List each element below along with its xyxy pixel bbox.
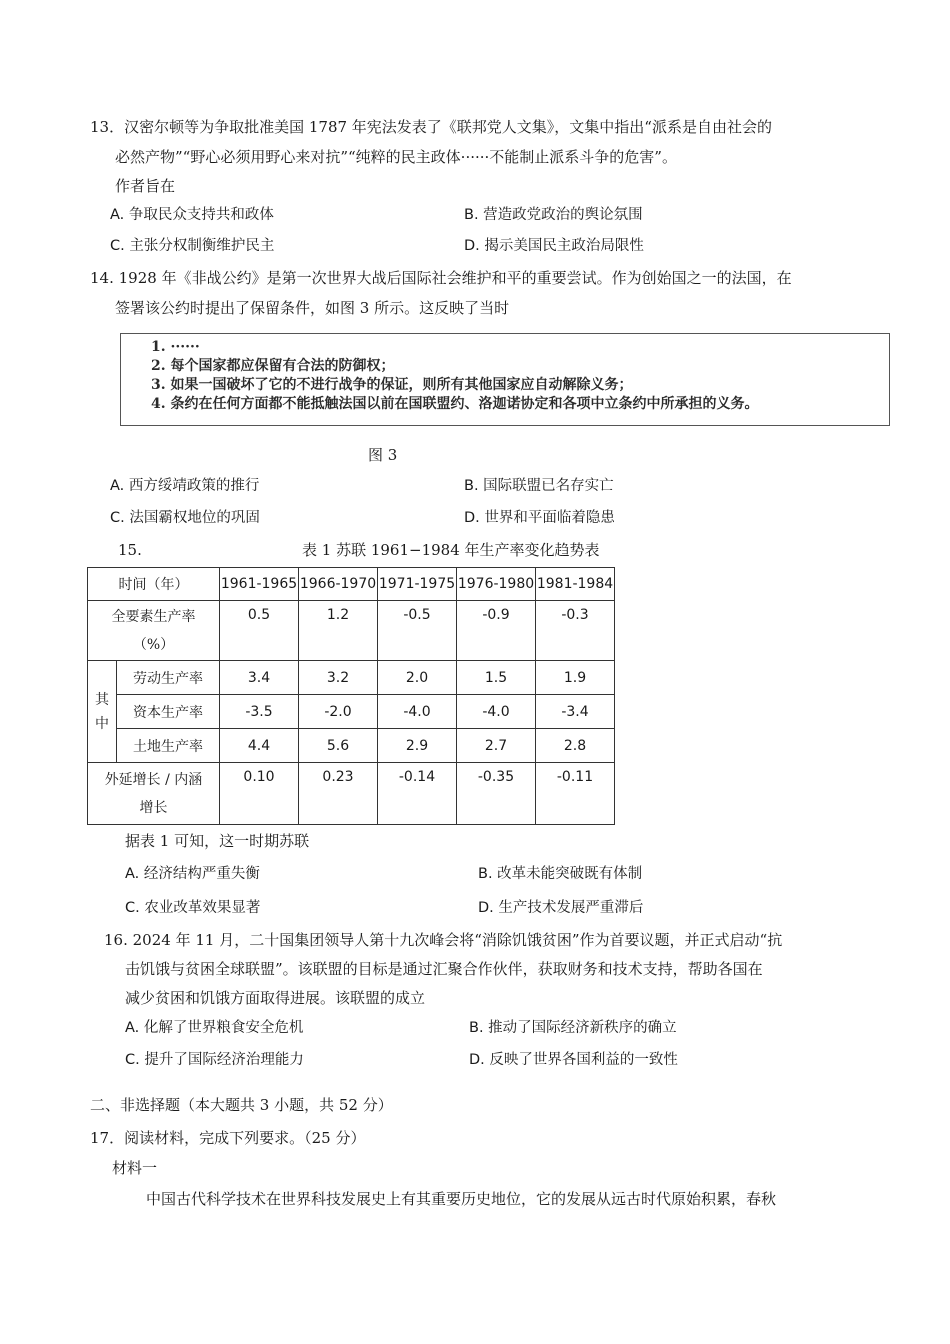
row-label-ratio-line2: 增长 — [139, 799, 168, 816]
table-cell: -2.0 — [299, 695, 378, 729]
row-label-tfp-line1: 全要素生产率 — [111, 608, 196, 625]
q14-figure-item-1: 1. ······ — [151, 339, 200, 355]
q15-productivity-table — [87, 567, 615, 825]
table-cell: -3.5 — [220, 695, 299, 729]
table-cell: -3.4 — [536, 695, 615, 729]
table-cell: -0.14 — [378, 763, 457, 825]
q14-figure-item-3: 3. 如果一国破坏了它的不进行战争的保证，则所有其他国家应自动解除义务； — [151, 377, 633, 393]
row-label-ratio-line1: 外延增长 / 内涵 — [104, 771, 203, 788]
q14-stem-line2: 签署该公约时提出了保留条件，如图 3 所示。这反映了当时 — [115, 299, 510, 317]
table-cell: -4.0 — [457, 695, 536, 729]
row-label-capital: 资本生产率 — [117, 695, 220, 729]
table-header-cell: 1981-1984 — [536, 568, 615, 601]
table-row-tfp — [88, 601, 615, 661]
q16-stem-line2: 击饥饿与贫困全球联盟”。该联盟的目标是通过汇聚合作伙伴，获取财务和技术支持，帮助各国在 — [125, 960, 763, 978]
table-header-cell: 1976-1980 — [457, 568, 536, 601]
q15-option-c: C. 农业改革效果显著 — [125, 900, 261, 916]
q15-option-d: D. 生产技术发展严重滞后 — [478, 900, 644, 916]
q16-option-b: B. 推动了国际经济新秩序的确立 — [469, 1020, 677, 1036]
q14-option-b: B. 国际联盟已名存实亡 — [464, 478, 614, 494]
table-header-cell: 时间（年） — [88, 568, 220, 601]
q16-stem-line3: 减少贫困和饥饿方面取得进展。该联盟的成立 — [125, 989, 426, 1007]
section-heading: 二、非选择题（本大题共 3 小题，共 52 分） — [90, 1096, 393, 1114]
table-header-cell: 1971-1975 — [378, 568, 457, 601]
table-cell: 1.5 — [457, 661, 536, 695]
table-cell: 2.0 — [378, 661, 457, 695]
q15-stem: 据表 1 可知，这一时期苏联 — [125, 832, 310, 850]
q14-figure-box — [120, 333, 890, 426]
q16-stem-line1: 16. 2024 年 11 月，二十国集团领导人第十九次峰会将“消除饥饿贫困”作为首要议题，并正式启动“抗 — [104, 931, 783, 949]
q16-option-d: D. 反映了世界各国利益的一致性 — [469, 1052, 678, 1068]
table-header-cell: 1961-1965 — [220, 568, 299, 601]
table-cell: 4.4 — [220, 729, 299, 763]
q16-option-a: A. 化解了世界粮食安全危机 — [125, 1020, 304, 1036]
table-header-row — [88, 568, 615, 601]
table-cell: -0.35 — [457, 763, 536, 825]
q14-figure-item-4: 4. 条约在任何方面都不能抵触法国以前在国联盟约、洛迦诺协定和各项中立条约中所承担的义务。 — [151, 396, 759, 412]
row-label-ratio — [88, 763, 220, 825]
q17-stem: 17．阅读材料，完成下列要求。（25 分） — [90, 1129, 366, 1147]
table-row-labor — [88, 661, 615, 695]
q17-material-text: 中国古代科学技术在世界科技发展史上有其重要历史地位，它的发展从远古时代原始积累，春秋 — [146, 1190, 777, 1208]
q13-option-d: D. 揭示美国民主政治局限性 — [464, 238, 644, 254]
table-cell: 1.9 — [536, 661, 615, 695]
table-cell: 1.2 — [299, 601, 378, 661]
table-cell: 2.8 — [536, 729, 615, 763]
q13-stem-line3: 作者旨在 — [115, 177, 176, 195]
table-cell: -0.11 — [536, 763, 615, 825]
row-label-tfp — [88, 601, 220, 661]
q14-option-d: D. 世界和平面临着隐患 — [464, 510, 615, 526]
row-group-label — [88, 661, 117, 763]
q17-material-label: 材料一 — [112, 1159, 158, 1177]
q15-option-a: A. 经济结构严重失衡 — [125, 866, 260, 882]
table-row-land — [88, 729, 615, 763]
q14-stem-line1: 14. 1928 年《非战公约》是第一次世界大战后国际社会维护和平的重要尝试。作为创始国之一的法国，在 — [90, 269, 792, 287]
table-cell: -0.3 — [536, 601, 615, 661]
table-cell: 2.7 — [457, 729, 536, 763]
table-cell: 2.9 — [378, 729, 457, 763]
table-header-cell: 1966-1970 — [299, 568, 378, 601]
q14-option-c: C. 法国霸权地位的巩固 — [110, 510, 260, 526]
row-label-land: 土地生产率 — [117, 729, 220, 763]
table-cell: 0.23 — [299, 763, 378, 825]
table-cell: 0.5 — [220, 601, 299, 661]
q15-option-b: B. 改革未能突破既有体制 — [478, 866, 643, 882]
q14-figure-item-2: 2. 每个国家都应保留有合法的防御权； — [151, 358, 395, 374]
q15-table-title: 表 1 苏联 1961−1984 年生产率变化趋势表 — [302, 541, 600, 559]
table-row-ratio — [88, 763, 615, 825]
q13-option-b: B. 营造政党政治的舆论氛围 — [464, 207, 643, 223]
table-cell: 3.2 — [299, 661, 378, 695]
q13-option-c: C. 主张分权制衡维护民主 — [110, 238, 275, 254]
table-cell: 3.4 — [220, 661, 299, 695]
row-group-label-line1: 其 — [95, 691, 109, 708]
table-cell: -0.9 — [457, 601, 536, 661]
q13-stem-line1: 13．汉密尔顿等为争取批准美国 1787 年宪法发表了《联邦党人文集》，文集中指出“派系是自由社会的 — [90, 118, 772, 136]
table-cell: 0.10 — [220, 763, 299, 825]
table-row-capital — [88, 695, 615, 729]
q15-number: 15. — [118, 541, 142, 559]
row-label-labor: 劳动生产率 — [117, 661, 220, 695]
table-cell: -0.5 — [378, 601, 457, 661]
q14-figure-caption: 图 3 — [368, 446, 398, 464]
q13-stem-line2: 必然产物”“野心必须用野心来对抗”“纯粹的民主政体······不能制止派系斗争的危害”。 — [115, 148, 677, 166]
q13-option-a: A. 争取民众支持共和政体 — [110, 207, 274, 223]
q16-option-c: C. 提升了国际经济治理能力 — [125, 1052, 304, 1068]
row-label-tfp-line2: （%） — [132, 636, 175, 653]
row-group-label-line2: 中 — [95, 715, 109, 732]
table-cell: 5.6 — [299, 729, 378, 763]
table-cell: -4.0 — [378, 695, 457, 729]
q14-option-a: A. 西方绥靖政策的推行 — [110, 478, 260, 494]
